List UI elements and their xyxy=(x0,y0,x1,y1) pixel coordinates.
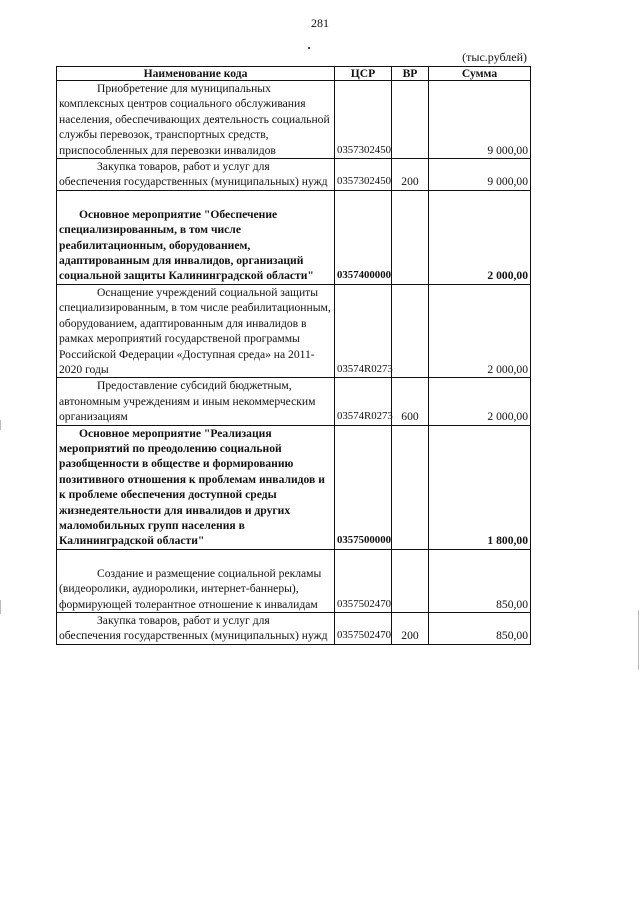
row-name-cell xyxy=(57,425,335,549)
row-sum: 9 000,00 xyxy=(429,81,531,159)
row-sum: 2 000,00 xyxy=(429,190,531,284)
scan-edge-mark xyxy=(0,600,1,614)
row-csr: 03574R0273 xyxy=(335,284,392,377)
row-name: Предоставление субсидий бюджетным, автономным учреждениям и иным некоммерческим организациям xyxy=(59,379,316,424)
row-name: Основное мероприятие "Реализация мероприятий по преодолению социальной разобщенности в обществе и формированию позитивного отношения к проблемам инвалидов и к проблеме обеспечения доступной среды жизнедеятельности для инвалидов и других маломобильных групп населения в Калининградской области" xyxy=(59,426,325,548)
row-vr: 600 xyxy=(392,378,429,425)
row-sum: 850,00 xyxy=(429,613,531,645)
row-name-cell xyxy=(57,81,335,159)
row-csr: 0357502470 xyxy=(335,549,392,612)
row-name: Приобретение для муниципальных комплексных центров социального обслуживания населения, обеспечивающих деятельность социальной службы перевозок, транспортных средств, приспособленных для перевозки инвалидов xyxy=(59,82,330,157)
header-csr: ЦСР xyxy=(335,67,392,81)
row-sum: 850,00 xyxy=(429,549,531,612)
budget-table xyxy=(56,66,531,645)
table-row xyxy=(57,378,531,425)
row-name: Закупка товаров, работ и услуг для обеспечения государственных (муниципальных) нужд xyxy=(59,614,328,643)
row-vr xyxy=(392,190,429,284)
row-sum: 2 000,00 xyxy=(429,284,531,377)
row-name-cell xyxy=(57,159,335,191)
row-name-cell xyxy=(57,284,335,377)
row-csr: 0357502470 xyxy=(335,613,392,645)
page-number: 281 xyxy=(311,16,329,30)
scan-speck xyxy=(308,47,310,49)
table-header-row xyxy=(57,67,531,81)
table-row xyxy=(57,284,531,377)
row-csr: 0357302450 xyxy=(335,81,392,159)
row-name: Оснащение учреждений социальной защиты специализированным, в том числе реабилитационным, оборудованием, адаптированным для инвалидов в рамках мероприятий государственой программы Российской Федерации «Доступная среда» на 2011-2020 годы xyxy=(59,285,331,376)
row-name-cell xyxy=(57,613,335,645)
row-vr: 200 xyxy=(392,159,429,191)
row-vr: 200 xyxy=(392,613,429,645)
table-row xyxy=(57,425,531,549)
row-vr xyxy=(392,81,429,159)
row-vr xyxy=(392,284,429,377)
row-name: Создание и размещение социальной рекламы (видеоролики, аудиоролики, интернет-баннеры), формирующей толерантное отношение к инвалидам xyxy=(59,566,322,611)
row-vr xyxy=(392,549,429,612)
table-body xyxy=(57,81,531,645)
row-csr: 0357500000 xyxy=(335,425,392,549)
row-name-cell xyxy=(57,190,335,284)
units-label: (тыс.рублей) xyxy=(462,50,527,64)
table-row xyxy=(57,190,531,284)
row-sum: 9 000,00 xyxy=(429,159,531,191)
row-name-cell xyxy=(57,378,335,425)
row-name: Закупка товаров, работ и услуг для обеспечения государственных (муниципальных) нужд xyxy=(59,160,328,189)
row-csr: 03574R0273 xyxy=(335,378,392,425)
table-row xyxy=(57,159,531,191)
row-sum: 2 000,00 xyxy=(429,378,531,425)
scan-edge-mark xyxy=(0,420,1,430)
row-sum: 1 800,00 xyxy=(429,425,531,549)
header-vr: ВР xyxy=(392,67,429,81)
header-sum: Сумма xyxy=(429,67,531,81)
row-csr: 0357400000 xyxy=(335,190,392,284)
table-row xyxy=(57,549,531,612)
row-csr: 0357302450 xyxy=(335,159,392,191)
row-name-cell xyxy=(57,549,335,612)
header-name: Наименование кода xyxy=(57,67,335,81)
scan-edge-mark xyxy=(638,610,639,670)
table-row xyxy=(57,613,531,645)
table-row xyxy=(57,81,531,159)
row-name: Основное мероприятие "Обеспечение специализированным, в том числе реабилитационным, оборудованием, адаптированным для инвалидов, организаций социальной защиты Калининградской области" xyxy=(59,207,314,283)
row-vr xyxy=(392,425,429,549)
